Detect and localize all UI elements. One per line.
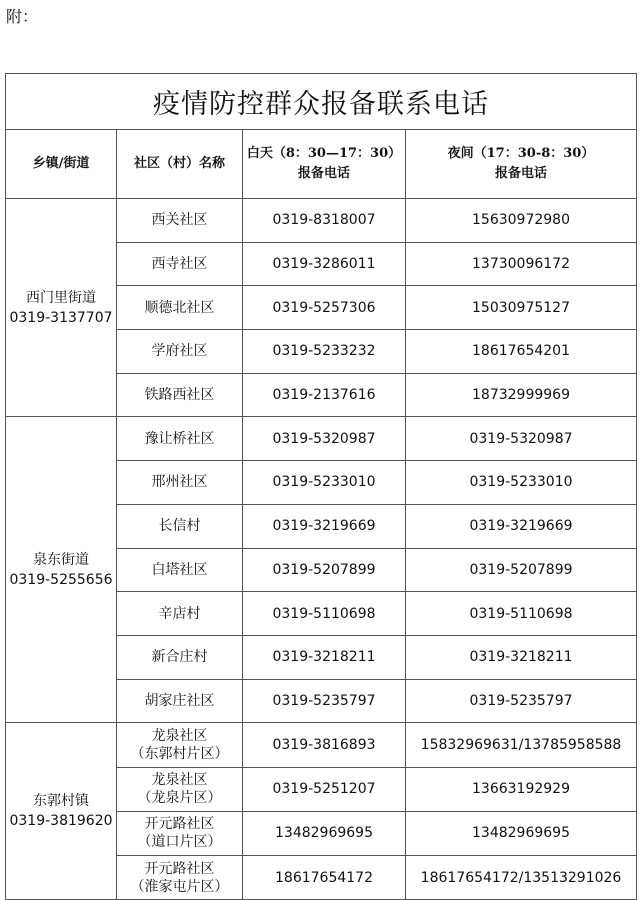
- table-row: [6, 723, 637, 767]
- community-cell: [117, 767, 243, 811]
- table-row: [6, 199, 637, 243]
- community-cell: [117, 592, 243, 636]
- town-phone: 0319-3137707: [9, 309, 113, 326]
- community-cell: [117, 811, 243, 855]
- night-phone: 0319-5235797: [406, 679, 637, 723]
- day-phone: 0319-5320987: [243, 417, 406, 461]
- day-phone: 0319-3286011: [243, 242, 406, 286]
- day-phone: 0319-5257306: [243, 286, 406, 330]
- community-cell: [117, 548, 243, 592]
- night-phone: 0319-5207899: [406, 548, 637, 592]
- day-phone: 0319-3218211: [243, 635, 406, 679]
- community-subarea: （淮家屯片区）: [130, 878, 229, 895]
- day-phone: 0319-5233010: [243, 461, 406, 505]
- town-phone: 0319-3819620: [9, 813, 113, 830]
- community-name: 铁路西社区: [144, 387, 215, 404]
- header-day-phone: [243, 130, 406, 199]
- night-phone: 13730096172: [406, 242, 637, 286]
- community-cell: [117, 330, 243, 374]
- night-phone: 0319-3218211: [406, 635, 637, 679]
- header-community: 社区（村）名称: [117, 130, 243, 199]
- community-cell: [117, 856, 243, 900]
- contact-table: [5, 73, 637, 900]
- day-phone: 13482969695: [243, 811, 406, 855]
- community-name: 长信村: [158, 518, 201, 535]
- day-phone: 0319-3219669: [243, 504, 406, 548]
- community-name: 开元路社区: [144, 860, 215, 877]
- community-subarea: （道口片区）: [137, 834, 222, 851]
- header-night-line2: 报备电话: [494, 166, 547, 181]
- town-cell: [6, 723, 117, 900]
- community-cell: [117, 461, 243, 505]
- night-phone: 13482969695: [406, 811, 637, 855]
- table-row: [6, 417, 637, 461]
- town-name: 西门里街道: [26, 289, 96, 306]
- community-name: 新合庄村: [151, 649, 208, 666]
- night-phone: 18617654172/13513291026: [406, 856, 637, 900]
- community-name: 顺德北社区: [144, 299, 215, 316]
- day-phone: 0319-5207899: [243, 548, 406, 592]
- night-phone: 15030975127: [406, 286, 637, 330]
- community-cell: [117, 286, 243, 330]
- community-name: 龙泉社区: [151, 727, 208, 744]
- community-cell: [117, 199, 243, 243]
- community-cell: [117, 242, 243, 286]
- night-phone: 15832969631/13785958588: [406, 723, 637, 767]
- attachment-prefix: 附：: [6, 7, 39, 26]
- night-phone: 0319-3219669: [406, 504, 637, 548]
- day-phone: 0319-5235797: [243, 679, 406, 723]
- town-phone: 0319-5255656: [9, 571, 113, 588]
- day-phone: 0319-5233232: [243, 330, 406, 374]
- title-row: [6, 74, 637, 130]
- community-name: 西寺社区: [151, 256, 208, 273]
- community-name: 开元路社区: [144, 816, 215, 833]
- night-phone: 18617654201: [406, 330, 637, 374]
- page-title: 疫情防控群众报备联系电话: [6, 74, 637, 130]
- town-cell: [6, 199, 117, 417]
- night-phone: 13663192929: [406, 767, 637, 811]
- day-phone: 0319-3816893: [243, 723, 406, 767]
- community-name: 白塔社区: [151, 561, 208, 578]
- day-phone: 0319-5251207: [243, 767, 406, 811]
- town-name: 东郭村镇: [33, 793, 89, 810]
- community-cell: [117, 635, 243, 679]
- community-cell: [117, 679, 243, 723]
- night-phone: 0319-5110698: [406, 592, 637, 636]
- header-night-phone: [406, 130, 637, 199]
- header-day-line1: 白天（8：30—17：30）: [246, 146, 402, 161]
- town-name: 泉东街道: [33, 551, 89, 568]
- night-phone: 18732999969: [406, 373, 637, 417]
- header-row: [6, 130, 637, 199]
- community-subarea: （龙泉片区）: [137, 790, 222, 807]
- community-subarea: （东郭村片区）: [130, 745, 229, 762]
- community-name: 学府社区: [151, 343, 208, 360]
- day-phone: 0319-8318007: [243, 199, 406, 243]
- community-cell: [117, 417, 243, 461]
- community-cell: [117, 373, 243, 417]
- community-name: 辛店村: [158, 605, 201, 622]
- night-phone: 0319-5320987: [406, 417, 637, 461]
- day-phone: 18617654172: [243, 856, 406, 900]
- community-name: 邢州社区: [151, 474, 208, 491]
- town-cell: [6, 417, 117, 723]
- day-phone: 0319-2137616: [243, 373, 406, 417]
- header-night-line1: 夜间（17：30-8：30）: [447, 146, 595, 161]
- community-name: 西关社区: [151, 212, 208, 229]
- community-cell: [117, 723, 243, 767]
- community-name: 龙泉社区: [151, 772, 208, 789]
- community-name: 豫让桥社区: [144, 430, 215, 447]
- night-phone: 15630972980: [406, 199, 637, 243]
- night-phone: 0319-5233010: [406, 461, 637, 505]
- header-day-line2: 报备电话: [297, 166, 350, 181]
- day-phone: 0319-5110698: [243, 592, 406, 636]
- community-cell: [117, 504, 243, 548]
- header-town: 乡镇/街道: [6, 130, 117, 199]
- community-name: 胡家庄社区: [144, 692, 215, 709]
